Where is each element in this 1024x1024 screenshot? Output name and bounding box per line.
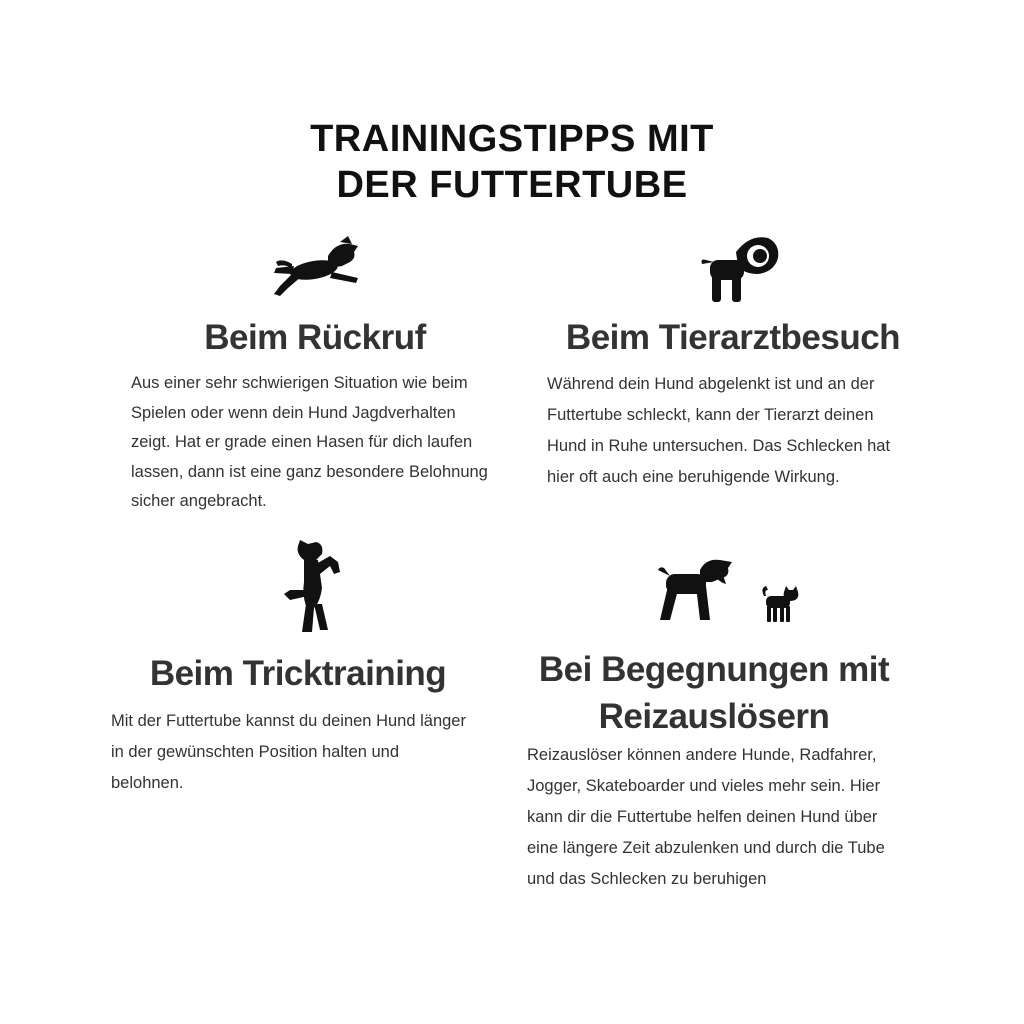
tip-text-line: Futtertube schleckt, kann der Tierarzt deinen — [547, 406, 874, 424]
tip-text-line: und das Schlecken zu beruhigen — [527, 870, 767, 888]
tip-text-line: eine längere Zeit abzulenken und durch die Tube — [527, 839, 885, 857]
tip-text-line: Während dein Hund abgelenkt ist und an der — [547, 375, 875, 393]
tip-text-line: Aus einer sehr schwierigen Situation wie beim — [131, 374, 468, 392]
cat-icon — [760, 584, 800, 624]
running-dog-icon — [272, 236, 362, 298]
tip-text-line: zeigt. Hat er grade einen Hasen für dich laufen — [131, 433, 473, 451]
dog-with-cone-icon — [698, 230, 782, 304]
tip-text-line: belohnen. — [111, 774, 184, 792]
tip-text-line: hier oft auch eine beruhigende Wirkung. — [547, 468, 840, 486]
begging-dog-icon — [280, 538, 346, 634]
tip-heading-rueckruf: Beim Rückruf — [204, 318, 426, 357]
tip-text-line: in der gewünschten Position halten und — [111, 743, 400, 761]
tip-text-tierarztbesuch — [547, 369, 890, 493]
tip-heading-tierarztbesuch: Beim Tierarztbesuch — [565, 318, 901, 357]
tip-text-line: Spielen oder wenn dein Hund Jagdverhalten — [131, 403, 456, 422]
page-title-line-1: TRAININGSTIPPS MIT — [310, 118, 714, 160]
tip-text-line: lassen, dann ist eine ganz besondere Belohnung — [131, 462, 488, 481]
tip-text-begegnungen — [527, 740, 885, 895]
page-title-line-2: DER FUTTERTUBE — [336, 164, 688, 206]
tip-text-line: sicher angebracht. — [131, 492, 267, 510]
dog-icon — [656, 556, 736, 624]
tip-heading-begegnungen — [532, 646, 896, 740]
tip-text-rueckruf — [131, 369, 488, 517]
page-title — [0, 116, 1024, 208]
tip-text-line: Hund in Ruhe untersuchen. Das Schlecken hat — [547, 437, 891, 455]
tip-text-line: Reizauslöser können andere Hunde, Radfahrer, — [527, 746, 877, 764]
tip-heading-tricktraining: Beim Tricktraining — [149, 654, 447, 693]
tip-text-line: kann dir die Futtertube helfen deinen Hund über — [527, 808, 878, 826]
tip-heading-line: Reizauslösern — [598, 697, 830, 736]
tip-heading-line: Bei Begegnungen mit — [538, 650, 890, 689]
tip-text-tricktraining — [111, 706, 466, 799]
tip-text-line: Mit der Futtertube kannst du deinen Hund länger — [111, 712, 466, 730]
tip-text-line: Jogger, Skateboarder und vieles mehr sein. Hier — [527, 777, 881, 795]
